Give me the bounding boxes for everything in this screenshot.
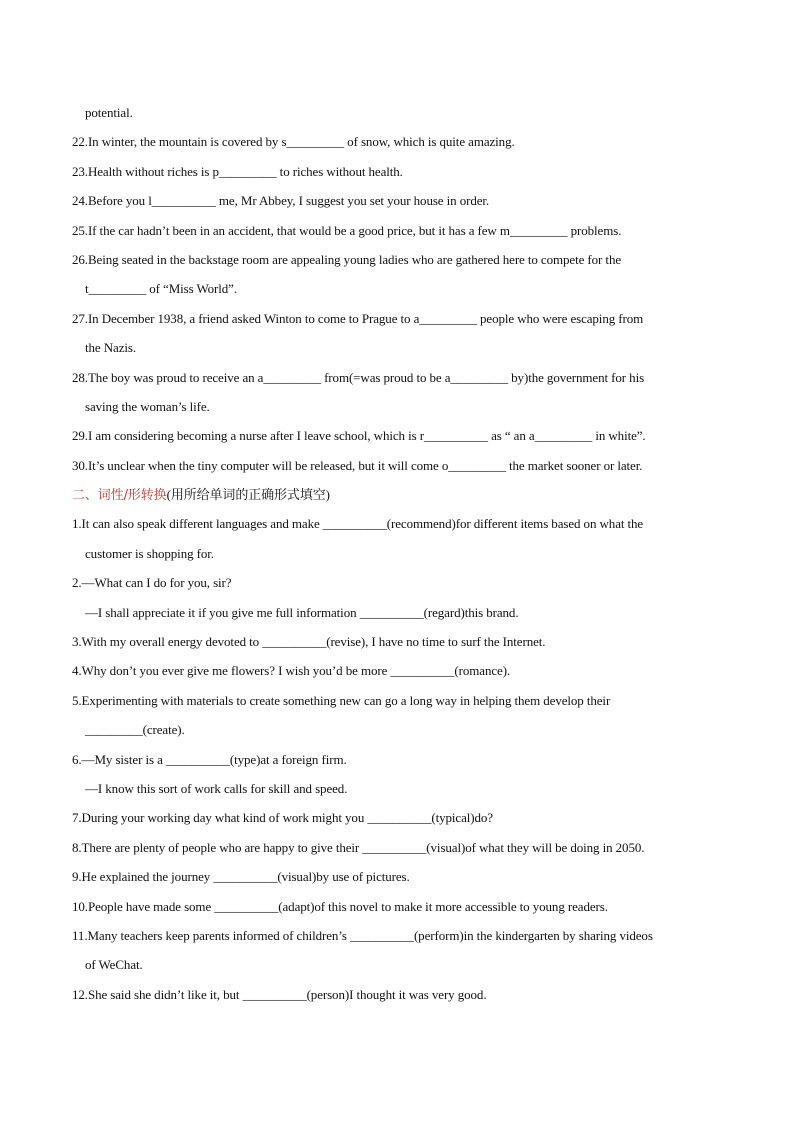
exercise-line: —I shall appreciate it if you give me full information __________(regard)this brand. [85, 604, 519, 620]
exercise-line: customer is shopping for. [85, 545, 214, 561]
exercise-line: 12.She said she didn’t like it, but __________(person)I thought it was very good. [72, 986, 487, 1002]
exercise-line: 3.With my overall energy devoted to __________(revise), I have no time to surf the Internet. [72, 634, 546, 650]
exercise-line: 11.Many teachers keep parents informed of children’s __________(perform)in the kindergarten by sharing videos [72, 927, 653, 943]
exercise-line: 22.In winter, the mountain is covered by s_________ of snow, which is quite amazing. [72, 134, 515, 150]
exercise-line: 28.The boy was proud to receive an a_________ from(=was proud to be a_________ by)the government for his [72, 369, 645, 385]
exercise-line: 9.He explained the journey __________(visual)by use of pictures. [72, 869, 410, 885]
exercise-line: 2.—What can I do for you, sir? [72, 575, 232, 591]
exercise-line: 5.Experimenting with materials to create something new can go a long way in helping them develop their [72, 692, 611, 708]
exercise-line: 26.Being seated in the backstage room are appealing young ladies who are gathered here to compete for the [72, 251, 622, 267]
exercise-line: potential. [85, 105, 133, 120]
exercise-line: 7.During your working day what kind of work might you __________(typical)do? [72, 810, 493, 826]
word-form-section [72, 509, 720, 1009]
section-heading [72, 480, 720, 509]
exercise-line: 4.Why don’t you ever give me flowers? I wish you’d be more __________(romance). [72, 663, 511, 679]
exercise-line: 8.There are plenty of people who are happy to give their __________(visual)of what they will be doing in 2050. [72, 839, 645, 855]
exercise-line: —I know this sort of work calls for skill and speed. [85, 780, 348, 796]
exercise-line: 30.It’s unclear when the tiny computer will be released, but it will come o_________ the market sooner or later. [72, 457, 643, 473]
exercise-line: _________(create). [85, 722, 185, 738]
exercise-line: saving the woman’s life. [85, 398, 210, 414]
exercise-line: of WeChat. [85, 957, 143, 973]
exercise-line: 1.It can also speak different languages and make __________(recommend)for different items based on what the [72, 516, 644, 532]
exercise-line: 6.—My sister is a __________(type)at a foreign firm. [72, 751, 347, 767]
exercise-line: 27.In December 1938, a friend asked Winton to come to Prague to a_________ people who were escaping from [72, 310, 644, 326]
exercise-line: 10.People have made some __________(adapt)of this novel to make it more accessible to young readers. [72, 898, 608, 914]
section-heading-title: 二、词性/形转换 [72, 488, 167, 504]
exercise-line: the Nazis. [85, 340, 136, 356]
exercise-line: 24.Before you l__________ me, Mr Abbey, I suggest you set your house in order. [72, 193, 490, 209]
exercise-line: 29.I am considering becoming a nurse after I leave school, which is r__________ as “ an a_________ in white”. [72, 428, 646, 444]
fill-in-section [72, 98, 720, 480]
section-heading-instruction: (用所给单词的正确形式填空) [166, 487, 330, 503]
exercise-line: 23.Health without riches is p_________ to riches without health. [72, 163, 403, 179]
exercise-line: 25.If the car hadn’t been in an accident, that would be a good price, but it has a few m_________ problems. [72, 222, 622, 238]
exercise-content [72, 98, 720, 1009]
exercise-line: t_________ of “Miss World”. [85, 281, 238, 297]
